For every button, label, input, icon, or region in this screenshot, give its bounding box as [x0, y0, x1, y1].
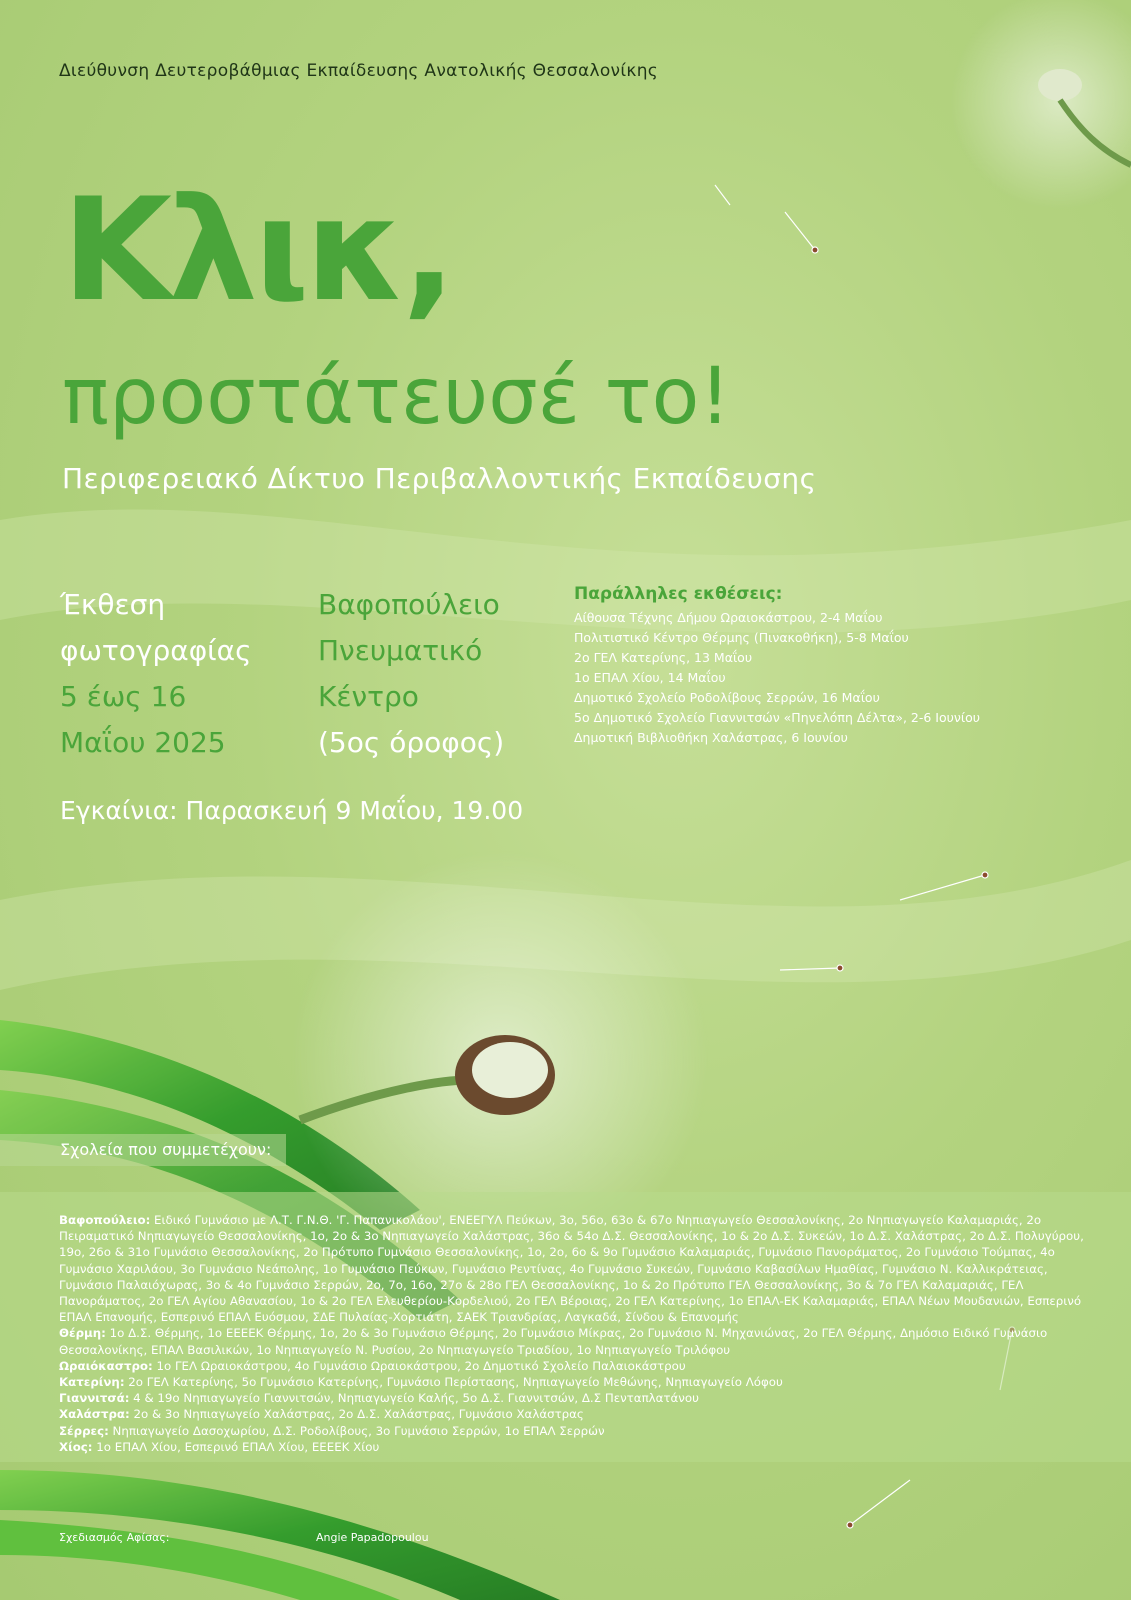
school-names: 2ο & 3ο Νηπιαγωγείο Χαλάστρας, 2ο Δ.Σ. Χαλάστρας, Γυμνάσιο Χαλάστρας [129, 1407, 584, 1422]
list-item [59, 1375, 783, 1389]
school-place: Ωραιόκαστρο: [59, 1358, 153, 1373]
organization-header: Διεύθυνση Δευτεροβάθμιας Εκπαίδευσης Ανατολικής Θεσσαλονίκης [59, 61, 659, 81]
list-item [59, 1359, 686, 1373]
venue-info [318, 582, 504, 766]
designer-name: Angie Papadopoulou [316, 1531, 429, 1544]
subtitle: Περιφερειακό Δίκτυο Περιβαλλοντικής Εκπαίδευσης [62, 462, 817, 495]
list-item: 1ο ΕΠΑΛ Χίου, 14 Μαΐου [574, 670, 726, 685]
exhibition-label-2: φωτογραφίας [60, 634, 252, 667]
list-item [59, 1326, 1047, 1356]
list-item: Πολιτιστικό Κέντρο Θέρμης (Πινακοθήκη), 5-8 Μαΐου [574, 630, 909, 645]
dandelion-seedhead-icon [950, 0, 1131, 210]
school-names: Νηπιαγωγείο Δασοχωρίου, Δ.Σ. Ροδολίβους, 3ο Γυμνάσιο Σερρών, 1ο ΕΠΑΛ Σερρών [108, 1423, 605, 1438]
school-place: Βαφοπούλειο: [59, 1213, 151, 1227]
school-place: Γιαννιτσά: [59, 1391, 130, 1406]
main-title-line2: προστάτευσέ το! [62, 352, 731, 442]
school-place: Σέρρες: [59, 1423, 109, 1438]
poster-design-label: Σχεδιασμός Αφίσας: [59, 1531, 170, 1544]
school-names: 4 & 19ο Νηπιαγωγείο Γιαννιτσών, Νηπιαγωγείο Καλής, 5ο Δ.Σ. Γιαννιτσών, Δ.Σ Πενταπλατάνου [129, 1391, 699, 1406]
school-names: 1ο ΕΠΑΛ Χίου, Εσπερινό ΕΠΑΛ Χίου, ΕΕΕΕΚ Χίου [92, 1439, 380, 1454]
school-place: Χίος: [59, 1439, 93, 1454]
venue-name-3: Κέντρο [318, 680, 419, 713]
schools-list [59, 1212, 1099, 1455]
list-item [59, 1407, 584, 1421]
list-item [59, 1391, 699, 1405]
list-item: Αίθουσα Τέχνης Δήμου Ωραιοκάστρου, 2-4 Μαΐου [574, 610, 883, 625]
exhibition-dates-2: Μαΐου 2025 [60, 726, 226, 759]
list-item: 2ο ΓΕΛ Κατερίνης, 13 Μαΐου [574, 650, 753, 665]
school-names: 1ο Δ.Σ. Θέρμης, 1ο ΕΕΕΕΚ Θέρμης, 1ο, 2ο & 3ο Γυμνάσιο Θέρμης, 2ο Γυμνάσιο Μίκρας, 2ο Γυμνάσιο Ν. Μηχανιώνας, 2ο ΓΕΛ Θέρμης, Δημόσιο Ειδικό Γυμνάσιο Θεσσαλονίκης, ΕΠΑΛ Βασιλικών, 1ο Νηπιαγωγείο Ν. Ρυσίου, 2ο Νηπιαγωγείο Τριαδίου, 1ο Νηπιαγωγείο Τριλόφου [59, 1326, 1048, 1357]
list-item [59, 1440, 379, 1454]
parallel-exhibitions-title: Παράλληλες εκθέσεις: [574, 584, 783, 604]
main-title: Κλικ, [62, 168, 453, 333]
list-item: 5ο Δημοτικό Σχολείο Γιαννιτσών «Πηνελόπη Δέλτα», 2-6 Ιουνίου [574, 710, 980, 725]
opening-date: Εγκαίνια: Παρασκευή 9 Μαΐου, 19.00 [60, 796, 524, 825]
exhibition-label: Έκθεση [60, 588, 166, 621]
list-item: Δημοτικό Σχολείο Ροδολίβους Σερρών, 16 Μαΐου [574, 690, 880, 705]
school-place: Θέρμη: [59, 1326, 106, 1341]
exhibition-dates: 5 έως 16 [60, 680, 187, 713]
school-names: 2ο ΓΕΛ Κατερίνης, 5ο Γυμνάσιο Κατερίνης, Γυμνάσιο Περίστασης, Νηπιαγωγείο Μεθώνης, Νηπιαγωγείο Λόφου [124, 1375, 783, 1390]
school-place: Χαλάστρα: [59, 1407, 130, 1422]
schools-title: Σχολεία που συμμετέχουν: [60, 1140, 272, 1159]
exhibition-info [60, 582, 252, 766]
list-item: Δημοτική Βιβλιοθήκη Χαλάστρας, 6 Ιουνίου [574, 730, 848, 745]
venue-name-2: Πνευματικό [318, 634, 483, 667]
parallel-exhibitions-list [574, 608, 980, 748]
list-item [59, 1424, 605, 1438]
school-names: Ειδικό Γυμνάσιο με Λ.Τ. Γ.Ν.Θ. 'Γ. Παπανικολάου', ΕΝΕΕΓΥΛ Πεύκων, 3ο, 56ο, 63ο & 67ο Νηπιαγωγείο Θεσσαλονίκης, 2ο Νηπιαγωγείο Καλαμαριάς, 2ο Πειραματικό Νηπιαγωγείο Θεσσαλονίκης, 1ο, 2ο & 3ο Νηπιαγωγείο Χαλάστρας, 36ο & 54ο Δ.Σ. Θεσσαλονίκης, 1ο & 2ο Δ.Σ. Συκεών, 1ο Δ.Σ. Χαλάστρας, 2ο Δ.Σ. Πολυγύρου, 19ο, 26ο & 31ο Γυμνάσιο Θεσσαλονίκης, 2ο Πρότυπο Γυμνάσιο Θεσσαλονίκης, 1ο, 2ο, 6ο & 9ο Γυμνάσιο Καλαμαριάς, Γυμνάσιο Πανοράματος, 2ο Γυμνάσιο Τούμπας, 4ο Γυμνάσιο Χαριλάου, 3ο Γυμνάσιο Νεάπολης, 1ο Γυμνάσιο Πεύκων, Γυμνάσιο Ρεντίνας, 4ο Γυμνάσιο Συκεών, Γυμνάσιο Καβασίλων Ημαθίας, Γυμνάσιο Ν. Καλλικράτειας, Γυμνάσιο Παλαιόχωρας, 3ο & 4ο Γυμνάσιο Σερρών, 2ο, 7ο, 16ο, 27ο & 28ο ΓΕΛ Θεσσαλονίκης, 1ο & 2ο Πρότυπο ΓΕΛ Θεσσαλονίκης, 3ο & 7ο ΓΕΛ Καλαμαριάς, ΓΕΛ Πανοράματος, 2ο ΓΕΛ Αγίου Αθανασίου, 1ο & 2ο ΓΕΛ Ελευθερίου-Κορδελιού, 2ο ΓΕΛ Βέροιας, 2ο ΓΕΛ Κατερίνης, 1ο ΕΠΑΛ-ΕΚ Καλαμαριάς, ΕΠΑΛ Νέων Μουδανιών, Εσπερινό ΕΠΑΛ Επανομής, Εσπερινό ΕΠΑΛ Ευόσμου, ΣΔΕ Πυλαίας-Χορτιάτη, ΣΑΕΚ Τριανδρίας, Λαγκαδά, Σίνδου & Επανομής [59, 1213, 1084, 1325]
school-place: Κατερίνη: [59, 1375, 125, 1390]
list-item [59, 1213, 1084, 1324]
venue-floor: (5ος όροφος) [318, 726, 505, 759]
venue-name: Βαφοπούλειο [318, 588, 500, 621]
school-names: 1ο ΓΕΛ Ωραιοκάστρου, 4ο Γυμνάσιο Ωραιοκάστρου, 2ο Δημοτικό Σχολείο Παλαιοκάστρου [152, 1358, 686, 1373]
